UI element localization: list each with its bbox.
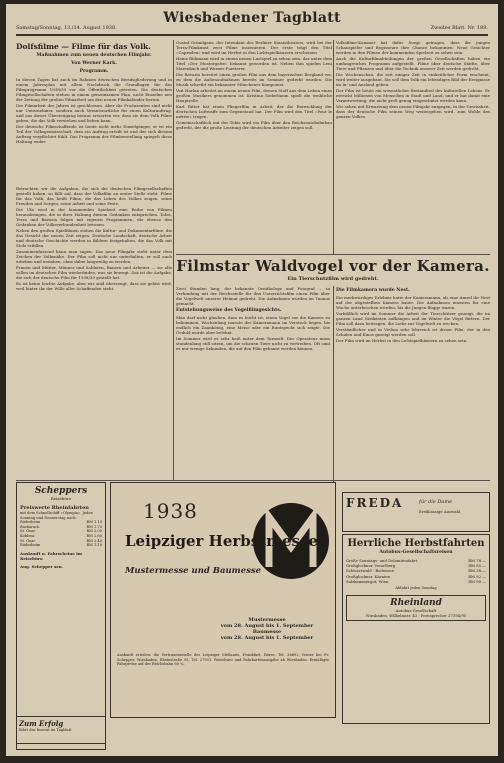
row-price: RM 98.— [468,578,486,584]
ad-herbstfahrten [342,534,490,724]
article-column-2 [176,40,332,254]
row-price: RM 1.70 [86,524,102,529]
row-price: RM 78.— [468,558,486,563]
ad-brand: Zum Erfolg [19,719,64,728]
tour-row [346,579,486,584]
dates-line: Baumesse [252,629,282,635]
ad-leipziger-herbstmesse [110,482,336,718]
ad-tagline: für die Dame [419,499,453,505]
paragraph: Die Filmarbeit des Jahres ist geschlossen. Aber die Produzenten sind nicht nur Unternehmer, sondern auch Verantwortliche für einen Kulturauftrag, und aus dieser Überzeugung heraus erwarten wir, dass sie dem Volk Filme geben, die das Volk verstehen und lieben kann. [16,103,172,123]
masthead [16,8,488,36]
dates-line: vom 28. August bis 1. September [220,623,314,629]
newspaper-page [6,4,498,756]
paragraph: Gemeinschaftlich mit der Tobis wird ein Film über den Reichsautobahnbau gedreht, der die große Leistung der deutschen Arbeiter zeigen soll. [176,120,332,130]
article-volksfilme-continued [16,186,172,480]
film-article-headline: Filmstar Waldvogel vor der Kamera. [176,257,490,275]
paragraph: Die Ufa wird in der kommenden Spielzeit eine Reihe von Filmen herausbringen, die in ihrer Haltung diesem Gedanken entsprechen. Tobis, Terra und Bavaria folgen mit eigenen Programmen, die ebenso den Gedanken der Volksverbundenheit betonen. [16,207,172,227]
ad-zum-erfolg [16,716,106,750]
ad-brand: Scheppers [34,486,88,496]
price-row [20,543,102,548]
section-heading: Entstehungsweise des Vogelfilmgesichts. [176,308,282,313]
ad-body: mit dem Schnellschiff »Olympia«. Jeden Sonntag und Donnerstag nach: [20,511,93,520]
row-label: Große Sonntags- und Dolomitenfahrt [346,558,418,563]
paragraph: Verständlicher und in Vielem sehr lehrreich ist dieser Film, der in den Schulen und Kinos gezeigt werden soll. [336,327,490,337]
ad-brand-sub: Reisebüro [50,496,72,501]
paragraph: Veit Harlan arbeitet an einem neuen Film, dessen Stoff aus dem Leben eines großen Musikers genommen ist. Kristina Söderbaum spielt die weibliche Hauptrolle. [176,88,332,103]
row-label: Koblenz [20,533,35,538]
paragraph: Volksfilme-Kammer hat dafür Sorge getragen, dass die jungen Schauspieler und Regisseure ihre Chance bekommen. Neue Gesichter werden in den Filmen der kommenden Spielzeit zu sehen sein. [336,40,490,55]
row-price: RM 85.— [468,563,486,569]
column-rule [333,286,334,484]
film-article-left [176,286,330,486]
paragraph: Im Sommer wird es sehr heiß unter dem Tarnzelt. Der Operateur muss stundenlang still sitzen, um die scheuen Tiere nicht zu vertreiben. Oft sind es nur wenige Sekunden, die auf den Film gebannt werden können. [176,336,330,351]
paragraph: Neben den großen Spielfilmen stehen die Kultur- und Dokumentarfilme, die das Gesicht der neuen Zeit zeigen. Deutsche Landschaft, deutsche Arbeit und deutsche Geschichte werden in Bildern festgehalten, die das Volk mit Stolz erfüllen. [16,228,172,248]
article-headline: Dolfsfilme — Filme für das Volk. [16,42,151,51]
column-rule [333,40,334,254]
paragraph: Auch die Kulturfilmabteilungen der großen Gesellschaften haben ein umfangreiches Programm aufgestellt. Filme über deutsche Städte, über Tiere und Pflanzen und über die Technik unserer Zeit werden gedreht. [336,56,490,71]
ad-brand: FREDA [346,496,404,510]
film-article-right [336,286,490,486]
ad-sub: führt das Inserat im Tagblatt [19,728,72,732]
paragraph: Die Wochenschau, die seit einiger Zeit in einheitlicher Form erscheint, wird weiter ausgebaut. Sie soll dem Volk ein lebendiges Bild der Ereignisse im In- und Ausland geben. [336,72,490,87]
dateline: Samstag/Sonntag, 13./14. August 1938. [16,25,117,31]
ad-scheppers-rheinfahrten [16,482,106,744]
paragraph: Ein merkwürdiges Erlebnis hatte der Kameramann, als eine Amsel ihr Nest auf der abgestellten Kamera baute. Die Aufnahmen mussten für eine Woche unterbrochen werden, bis die Jungen flügge waren. [336,295,490,310]
paragraph: Es ist keine leichte Aufgabe, aber wir sind überzeugt, dass sie gelöst wird, weil hinter ihr der Wille aller Schaffenden steht. [16,281,172,291]
section-heading: Die Filmkamera wurde Nest. [336,288,410,293]
paragraph: Karl Ritter hat einen Fliegerfilm in Arbeit, der die Entwicklung der deutschen Luftwaffe zum Gegenstand hat. Der Film wird den Titel »Pour le mérite« tragen. [176,104,332,119]
article-column-3 [336,40,490,254]
row-label: Rüdesheim [20,543,41,548]
ad-year: 1938 [143,499,198,523]
row-label: St. Goar [20,538,36,543]
paragraph: Betrachten wir die Aufgaben, die sich die deutschen Filmgesellschaften gestellt haben, so fällt auf, dass der Volksfilm an erster Stelle steht. Filme für das Volk, das heißt Filme, die das Leben des Volkes zeigen, seine Freuden und Sorgen, seine Arbeit und seine Feste. [16,186,172,206]
ad-title: Herrliche Herbstfahrten [347,538,485,549]
ad-dates [207,617,327,641]
paragraph: Wir sehen mit Erwartung dem neuen Filmjahr entgegen, in der Gewissheit, dass der deutsche Film seinen Weg weitergehen wird, zum Wohle des ganzen Volkes. [336,104,490,119]
ad-subtitle: Mustermesse und Baumesse [125,566,262,576]
row-label: Salzkammergut, Wien [346,578,389,584]
ad-foot-name: Aug. Schepper sen. [20,563,64,569]
row-label: Großglockner, Vorarlberg [346,563,396,569]
ad-note: Abfahrt jeden Sonntag [395,586,437,591]
paragraph: Zwei Stunden lang, der bekannte Ornithologe und Fotograf ... in Verbindung mit der Reichsstelle für den Unterrichtsfilm einen Film über die Vogelwelt unserer Heimat gedreht. Die Aufnahmen wurden im Taunus gemacht. [176,286,330,306]
row-price: RM 2.60 [86,533,102,538]
dates-line: vom 28. August bis 1. September [220,635,314,641]
ad-subtitle: Autobus-Gesellschaftsreisen [379,550,453,555]
paragraph: Heinz Rühmann wird in einem neuen Lustspiel zu sehen sein, das unter dem Titel »Der Mustergatte« bekannt geworden ist. Neben ihm spielen Leni Marenbach und Werner Fuetterer. [176,56,332,71]
paragraph: Man darf nicht glauben, dass es leicht ist, einen Vogel vor die Kamera zu bekommen. Wochenlang musste der Kameramann im Versteck liegen, bis endlich ein Zaunkönig, eine Meise oder ein Buntspecht sich zeigte. Die Geduld wurde aber belohnt. [176,315,330,335]
issue-number: Zweites Blatt. Nr. 189. [430,25,488,31]
paragraph: Gustaf Gründgens, der Intendant des Berliner Staatstheaters, wird bei der Terra-Filmkunst zwei Filme inszenieren. Der erste trägt den Titel »Capriolen« und wird im Herbst in den Lichtspielhäusern erscheinen. [176,40,332,55]
article-section: Programm. [79,69,109,74]
ad-title: Leipziger Herbstmesse [125,532,318,550]
row-label: St. Goar [20,529,36,534]
ad-body: Auskunft erteilen: die Vertrauensstelle des Leipziger Meßamts, Frankfurt, Börse, Tel. 26692; ferner bei Fr. Schepper, Wiesbaden, Rheinstraße 95, Tel. 27931. Reisebüro und Fahrkartenausgabe ab Wiesbaden. Ermäßigte Fahrpreise auf der Reichsbahn 60 %. [117,653,329,667]
horizontal-rule [16,480,490,481]
row-price: RM 2.40 [86,538,102,543]
article-volksfilme [16,40,172,186]
paragraph: Vorbildlich wird im Sommer die Arbeit der Tierschützer gezeigt, die im ganzen Land Nistkästen aufhängen und im Winter die Vögel füttern. Der Film soll dazu beitragen, die Liebe zur Vogelwelt zu wecken. [336,311,490,326]
horizontal-rule [176,254,490,255]
row-price: RM 2.00 [86,529,102,534]
paragraph: Der Film wird im Herbst in den Lichtspielhäusern zu sehen sein. [336,338,468,343]
paper-name: Wiesbadener Tagblatt [163,10,341,26]
row-label: Bacharach [20,524,40,529]
ad-title: Preiswerte Rheinfahrten [20,505,89,511]
logo-sub: Autobus-Gesellschaft [395,607,437,613]
rheinland-logo [346,595,486,621]
column-rule [173,40,174,480]
article-subheadline: Maßnahmen zum neuen deutschen Filmjahr. [36,53,152,58]
article-author: Von Werner Kark. [71,61,117,66]
row-price: RM 38.— [468,568,486,574]
row-label: Rüdesheim [20,520,41,525]
paragraph: Der Film ist heute ein wesentlicher Bestandteil des kulturellen Lebens. Er erreicht Millionen von Menschen in Stadt und Land, und er hat damit eine Verantwortung, die nicht groß genug eingeschätzt werden kann. [336,88,490,103]
row-label: Schwarzwald - Bodensee [346,568,394,574]
row-price: RM 1.10 [86,543,102,548]
ad-foot: Auskunft u. Fahrscheine im Reisebüro [20,550,82,561]
row-label: Großglockner, Kärnten [346,573,391,579]
logo-address: Wiesbaden, Wilhelmstr. 43 · Fernsprecher 27194/95 [365,612,467,618]
paragraph: In diesen Tagen hat auch im Rahmen deutschen Berufsgliederung und in einem Jahresplan mit allem Nachdruck die Grundlagen für das Filmprogramm 1938/39 vor die Öffentlichkeit getreten. Die deutschen Filmgesellschaften stehen in einem gemeinsamen Plan, nicht Einzelne neu der Zeitung der großen Filmarbeit um den neuen Filmkalender herum. [16,77,172,102]
ad-freda [342,492,490,532]
dates-line: Mustermesse [248,617,286,623]
row-price: RM 92.— [468,573,486,579]
paragraph: Der deutsche Filmschaffende ist heute nicht mehr Einzelgänger, er ist ein Teil der Volksgemeinschaft, dem ein Auftrag erteilt ist und der sich diesem Auftrag verpflichtet fühlt. Das Programm der Filmherstellung spiegelt diese Haltung wider. [16,124,172,144]
paragraph: Die Bavaria bereitet einen großen Film aus dem bayerischen Bergland vor, zu dem die Außenaufnahmen bereits im Sommer gedreht wurden. Die Musik schreibt ein bekannter Münchener Komponist. [176,72,332,87]
paragraph: Zusammenfassend kann man sagen: Das neue Filmjahr steht unter dem Zeichen der Volksnähe. Der Film soll nicht nur unterhalten, er soll auch erheben und erziehen, ohne dabei langweilig zu werden. [16,249,172,264]
logo-name: Rheinland [390,597,442,608]
ad-tagline-2: Erstklassige Auswahl [419,509,461,514]
film-article-subheadline: Ein Tierschutzfilm wird gedreht. [287,276,379,282]
paragraph: Frauen und Mütter, Männer und Soldaten, Bauern und Arbeiter — sie alle sollen im deutschen Film wiederfinden, was sie bewegt. Das ist die Aufgabe, die sich der deutsche Film für 1938/39 gestellt hat. [16,265,172,280]
row-price: RM 1.10 [86,520,102,525]
